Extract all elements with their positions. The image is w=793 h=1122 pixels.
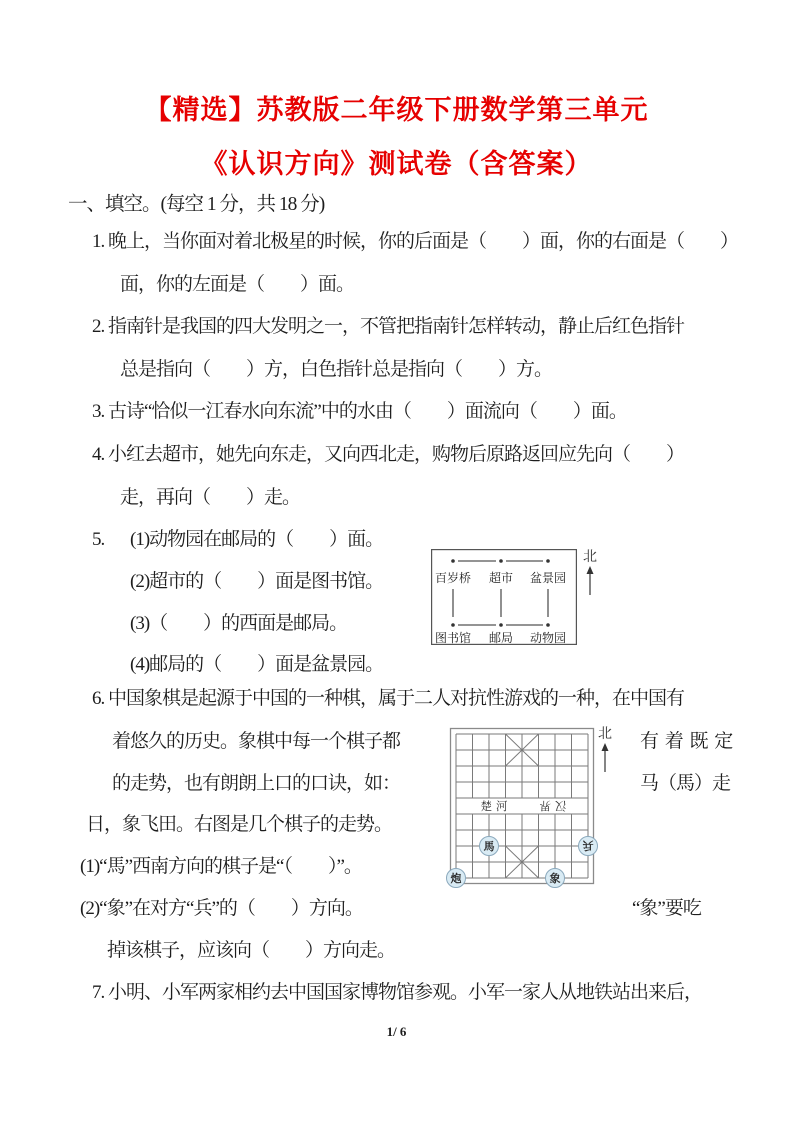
svg-text:兵: 兵 xyxy=(582,839,594,851)
q6-line2-right: 有 着 既 定 xyxy=(640,731,734,752)
map-label-youju: 邮局 xyxy=(488,631,514,645)
map-label-penjingyuan: 盆景园 xyxy=(529,571,567,585)
q6-line1: 6. 中国象棋是起源于中国的一种棋，属于二人对抗性游戏的一种，在中国有 xyxy=(92,688,685,709)
page-number: 1/ 6 xyxy=(386,1024,407,1039)
map-label-baisuiqiao: 百岁桥 xyxy=(434,571,472,585)
river-label-hanjie: 汉界 xyxy=(535,799,567,811)
chess-piece-elephant xyxy=(546,869,565,888)
section-heading: 一、填空。(每空 1 分，共 18 分) xyxy=(68,194,325,215)
chess-piece-cannon xyxy=(447,869,466,888)
q7-line1: 7. 小明、小军两家相约去中国国家博物馆参观。小军一家人从地铁站出来后， xyxy=(92,982,703,1003)
chess-north-label: 北 xyxy=(598,727,612,742)
svg-text:象: 象 xyxy=(549,873,561,885)
map-north-label: 北 xyxy=(583,550,597,565)
q6-line3-right: 马（馬）走 xyxy=(640,773,731,794)
map-label-chaoshi: 超市 xyxy=(488,571,514,585)
q5-number: 5. xyxy=(92,529,105,550)
q3-line1: 3. 古诗“恰似一江春水向东流”中的水由（ ）面流向（ ）面。 xyxy=(92,401,627,422)
chess-figure xyxy=(444,726,644,896)
chess-north-indicator xyxy=(598,728,612,773)
north-arrow-icon xyxy=(600,743,610,773)
q5-item-1: (1)动物园在邮局的（ ）面。 xyxy=(130,529,384,550)
svg-text:炮: 炮 xyxy=(450,873,462,885)
q6-line2-left: 着悠久的历史。象棋中每一个棋子都 xyxy=(112,731,401,752)
q1-line2: 面，你的左面是（ ）面。 xyxy=(120,274,355,295)
q1-line1: 1. 晚上，当你面对着北极星的时候，你的后面是（ ）面，你的右面是（ ） xyxy=(92,231,739,252)
q5-item-4: (4)邮局的（ ）面是盆景园。 xyxy=(130,654,384,675)
map-label-dongwuyuan: 动物园 xyxy=(529,631,567,645)
north-arrow-icon xyxy=(585,566,595,596)
chess-board-diagram xyxy=(444,726,604,894)
q4-line2: 走，再向（ ）走。 xyxy=(120,487,301,508)
q5-item-2: (2)超市的（ ）面是图书馆。 xyxy=(130,571,384,592)
chess-piece-horse xyxy=(480,837,499,856)
map-diagram xyxy=(431,549,577,645)
svg-text:馬: 馬 xyxy=(483,841,495,853)
map-label-tushuguan: 图书馆 xyxy=(434,631,472,645)
q2-line2: 总是指向（ ）方，白色指针总是指向（ ）方。 xyxy=(120,359,553,380)
q6-line6-left: (2)“象”在对方“兵”的（ ）方向。 xyxy=(80,898,363,919)
paper-title-line1: 【精选】苏教版二年级下册数学第三单元 xyxy=(144,95,649,125)
q6-line5: (1)“馬”西南方向的棋子是“（ ）”。 xyxy=(80,856,362,877)
river-label-chuhe: 楚河 xyxy=(480,801,512,813)
map-figure xyxy=(431,549,631,649)
q6-line6-right: “象”要吃 xyxy=(632,898,701,919)
q6-line7: 掉该棋子，应该向（ ）方向走。 xyxy=(107,940,396,961)
q5-item-3: (3)（ ）的西面是邮局。 xyxy=(130,613,348,634)
paper-title-line2: 《认识方向》测试卷（含答案） xyxy=(200,149,593,179)
map-north-indicator xyxy=(583,551,597,596)
q6-line3-left: 的走势，也有朗朗上口的口诀，如： xyxy=(112,773,401,794)
chess-piece-soldier xyxy=(579,837,598,856)
q2-line1: 2. 指南针是我国的四大发明之一，不管把指南针怎样转动，静止后红色指针 xyxy=(92,316,685,337)
q6-line4: 日，象飞田。右图是几个棋子的走势。 xyxy=(86,814,393,835)
q4-line1: 4. 小红去超市，她先向东走，又向西北走，购物后原路返回应先向（ ） xyxy=(92,444,685,465)
